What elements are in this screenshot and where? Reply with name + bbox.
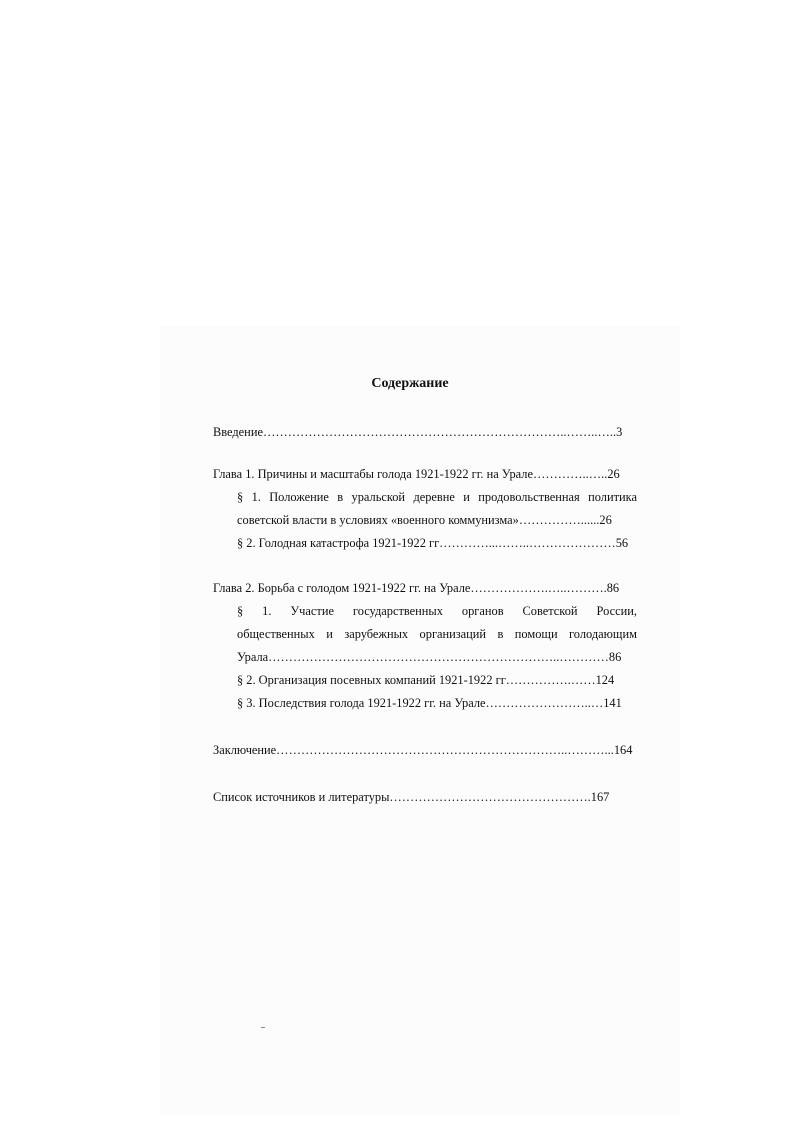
toc-ch2-section-2: § 2. Организация посевных компаний 1921-1922 гг…………….……124: [237, 673, 615, 687]
word: Участие: [290, 604, 334, 618]
scanned-page-area: [160, 326, 680, 1116]
toc-introduction: Введение………………………………………………………………..……..…..3: [213, 425, 623, 439]
word: уральской: [351, 490, 406, 504]
scan-speck: [261, 1027, 265, 1028]
word: продовольственная: [478, 490, 580, 504]
word: в: [497, 627, 504, 641]
word: 1.: [262, 604, 272, 618]
toc-conclusion: Заключение……………………………………………………………..………...164: [213, 743, 633, 757]
page-title: Содержание: [371, 376, 449, 391]
word: Положение: [269, 490, 329, 504]
toc-ch1-section-1-line-2: советской власти в условиях «военного коммунизма»……………......26: [237, 513, 612, 527]
toc-ch2-section-1-line-3: Урала……………………………………………………………..…………86: [237, 650, 622, 664]
word: Советской: [522, 604, 578, 618]
word: общественных: [237, 627, 315, 641]
word: §: [237, 604, 244, 618]
word: организаций: [419, 627, 487, 641]
word: и: [463, 490, 470, 504]
toc-sources: Список источников и литературы………………………………………….167: [213, 790, 610, 804]
word: в: [337, 490, 344, 504]
word: §: [237, 490, 244, 504]
toc-ch2-section-1-line-2: [237, 627, 637, 641]
word: органов: [461, 604, 504, 618]
word: помощи: [514, 627, 558, 641]
word: государственных: [352, 604, 443, 618]
word: голодающим: [569, 627, 637, 641]
word: зарубежных: [344, 627, 409, 641]
word: 1.: [251, 490, 261, 504]
word: политика: [588, 490, 637, 504]
toc-chapter-1: Глава 1. Причины и масштабы голода 1921-1922 гг. на Урале…………..…..26: [213, 467, 620, 481]
word: России,: [596, 604, 637, 618]
word: и: [326, 627, 333, 641]
toc-ch2-section-1-line-1: [237, 604, 637, 618]
word: деревне: [413, 490, 455, 504]
toc-ch1-section-2: § 2. Голодная катастрофа 1921-1922 гг…………...……..…………………56: [237, 536, 629, 550]
toc-ch1-section-1-line-1: [237, 490, 637, 504]
toc-chapter-2: Глава 2. Борьба с голодом 1921-1922 гг. на Урале……………….…..……….86: [213, 581, 620, 595]
toc-ch2-section-3: § 3. Последствия голода 1921-1922 гг. на Урале……………………..…141: [237, 696, 622, 710]
